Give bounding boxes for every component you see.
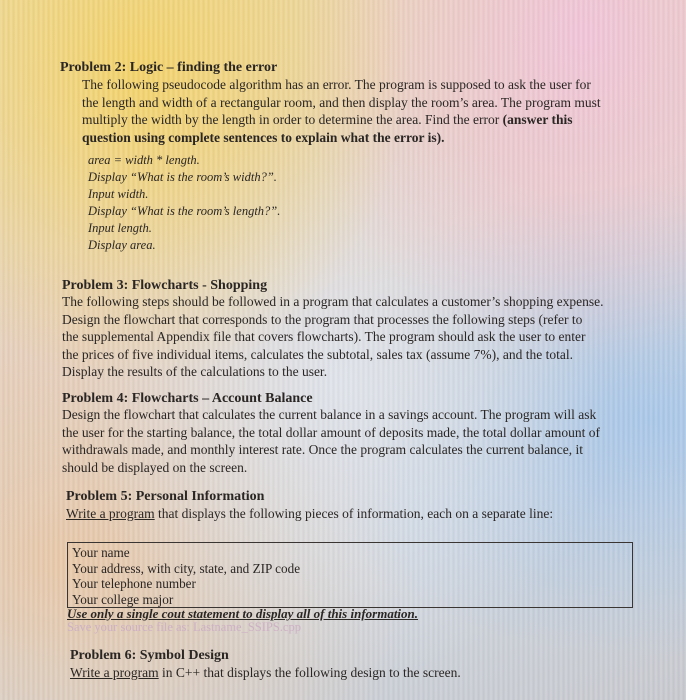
problem-5-intro <box>66 505 666 523</box>
pseudocode-line: Input width. <box>88 187 149 201</box>
problem-2-text <box>82 76 672 146</box>
problem-4-text <box>62 406 672 476</box>
problem-3-line: The following steps should be followed in a program that calculates a customer’s shopping expense. <box>62 294 604 309</box>
info-box-line: Your name <box>72 545 130 560</box>
pseudocode-line: Display “What is the room’s width?”. <box>88 170 277 184</box>
save-file-note: Save your source file as: Lastname_SSIPS.cpp <box>67 620 301 634</box>
pseudocode-line: Display area. <box>88 238 156 252</box>
problem-5-heading: Problem 5: Personal Information <box>66 489 265 504</box>
cout-note: Use only a single cout statement to display all of this information. <box>67 606 419 621</box>
problem-6-intro <box>70 664 670 682</box>
problem-3-line: the supplemental Appendix file that covers flowcharts). The program should ask the user to enter <box>62 329 586 344</box>
info-box-line: Your telephone number <box>72 576 196 591</box>
problem-4-line: withdrawals made, and monthly interest rate. Once the program calculates the current balance, it <box>62 442 584 457</box>
pseudocode-line: area = width * length. <box>88 153 200 167</box>
info-box-line: Your college major <box>72 591 174 607</box>
problem-2-line-1: The following pseudocode algorithm has an error. The program is supposed to ask the user for <box>82 77 591 92</box>
write-a-program-underlined: Write a program <box>66 506 155 521</box>
problem-4-line: the user for the starting balance, the total dollar amount of deposits made, the total dollar amount of <box>62 424 600 440</box>
problem-2-line-3 <box>82 111 672 129</box>
pseudocode-line: Display “What is the room’s length?”. <box>88 204 281 218</box>
problem-2-line-3-text: multiply the width by the length in order to determine the area. Find the error <box>82 112 503 127</box>
problem-6-intro-rest: in C++ that displays the following design to the screen. <box>158 665 461 680</box>
info-box <box>67 542 633 608</box>
problem-2-line-2: the length and width of a rectangular room, and then display the room’s area. The program must <box>82 94 601 110</box>
problem-3-heading: Problem 3: Flowcharts - Shopping <box>62 278 268 293</box>
problem-3-line: the prices of five individual items, calculates the subtotal, sales tax (assume 7%), and the total. <box>62 346 573 362</box>
problem-3-line: Design the flowchart that corresponds to the program that processes the following steps (refer to <box>62 311 583 327</box>
problem-6-heading: Problem 6: Symbol Design <box>70 648 229 663</box>
problem-4-line: Design the flowchart that calculates the current balance in a savings account. The program will ask <box>62 407 597 422</box>
problem-4-heading: Problem 4: Flowcharts – Account Balance <box>62 391 313 406</box>
pseudocode-block <box>88 152 280 254</box>
problem-4-line: should be displayed on the screen. <box>62 459 248 475</box>
problem-2-heading: Problem 2: Logic – finding the error <box>60 60 278 75</box>
problem-2-bold-line: question using complete sentences to explain what the error is). <box>82 129 445 145</box>
info-box-line: Your address, with city, state, and ZIP code <box>72 560 301 576</box>
write-a-program-underlined: Write a program <box>70 665 159 680</box>
problem-3-text <box>62 293 672 381</box>
problem-5-intro-rest: that displays the following pieces of information, each on a separate line: <box>154 506 554 521</box>
pseudocode-line: Input length. <box>88 221 152 235</box>
problem-2-bold-tail: (answer this <box>502 112 573 127</box>
problem-3-line: Display the results of the calculations to the user. <box>62 364 328 379</box>
